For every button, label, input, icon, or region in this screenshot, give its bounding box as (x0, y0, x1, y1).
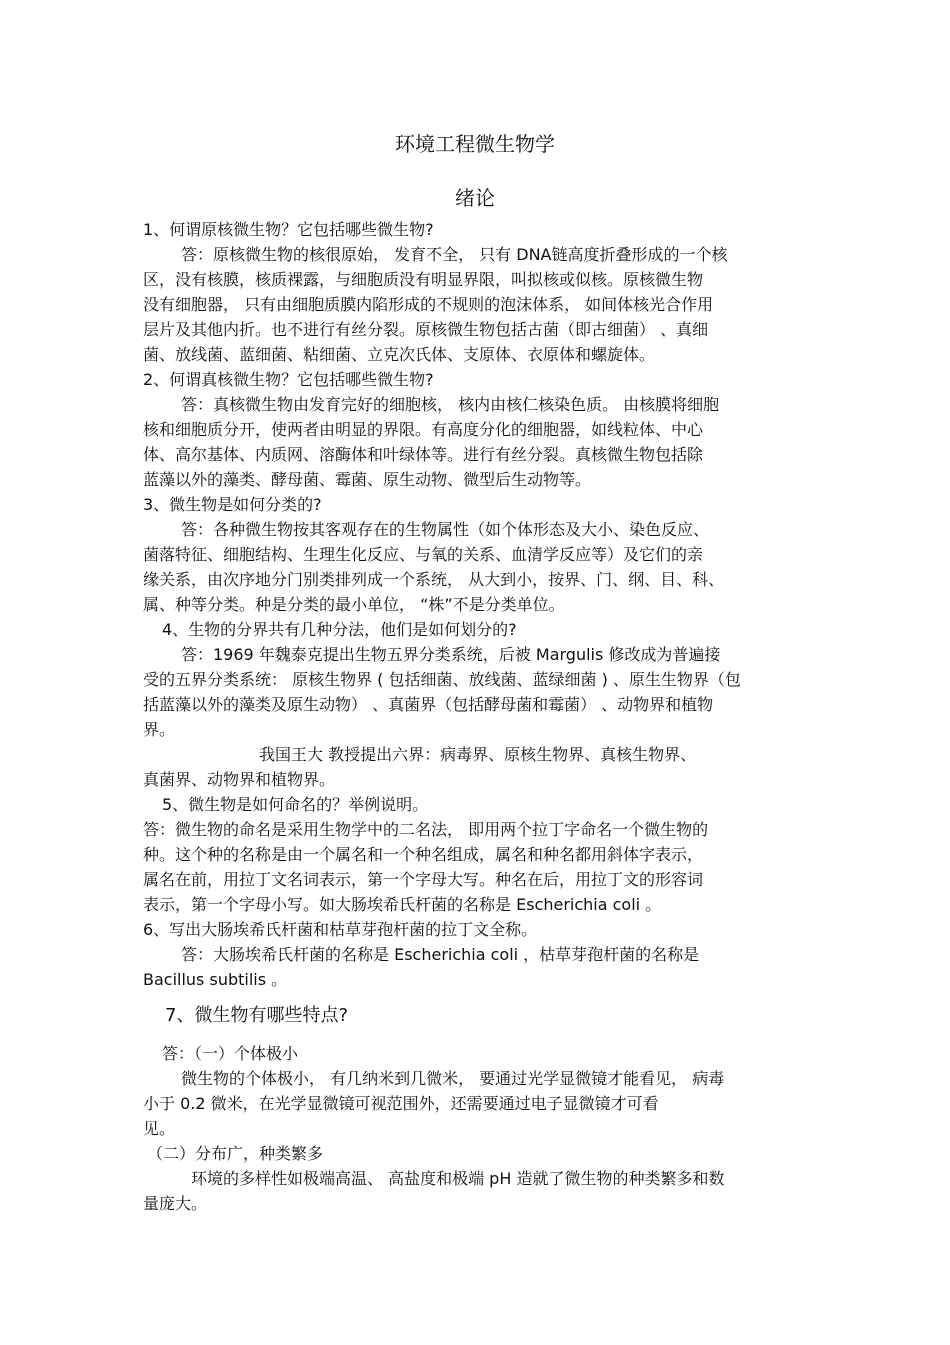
answer-line: 我国王大 教授提出六界：病毒界、原核生物界、真核生物界、 (259, 745, 697, 764)
answer-line: （二）分布广，种类繁多 (147, 1144, 324, 1163)
question-3: 3、微生物是如何分类的? (143, 495, 322, 514)
answer-line: 缘关系，由次序地分门别类排列成一个系统， 从大到小，按界、门、纲、目、科、 (143, 570, 725, 589)
answer-line: 核和细胞质分开，使两者由明显的界限。有高度分化的细胞器，如线粒体、中心 (143, 420, 704, 439)
answer-line: 表示，第一个字母小写。如大肠埃希氏杆菌的名称是 Escherichia coli 。 (143, 895, 662, 914)
answer-line: 环境的多样性如极端高温、 高盐度和极端 pH 造就了微生物的种类繁多和数 (191, 1169, 725, 1188)
answer-line: 答：大肠埃希氏杆菌的名称是 Escherichia coli ，枯草芽孢杆菌的名称是 (181, 945, 700, 964)
answer-line: 菌落特征、细胞结构、生理生化反应、与氧的关系、血清学反应等）及它们的亲 (143, 545, 704, 564)
answer-line: 微生物的个体极小， 有几纳米到几微米， 要通过光学显微镜才能看见， 病毒 (181, 1069, 725, 1088)
answer-line: 小于 0.2 微米，在光学显微镜可视范围外，还需要通过电子显微镜才可看 (143, 1094, 659, 1113)
answer-line: 受的五界分类系统： 原核生物界 ( 包括细菌、放线菌、蓝绿细菌 ) 、原生生物界（包 (143, 670, 741, 689)
answer-line: 见。 (143, 1119, 176, 1138)
question-4: 4、生物的分界共有几种分法，他们是如何划分的? (162, 620, 517, 639)
answer-line: 答：各种微生物按其客观存在的生物属性（如个体形态及大小、染色反应、 (181, 520, 710, 539)
answer-line: 真菌界、动物界和植物界。 (143, 770, 336, 789)
question-1: 1、何谓原核微生物？它包括哪些微生物? (143, 220, 434, 239)
section-heading: 绪论 (455, 186, 495, 210)
answer-line: 菌、放线菌、蓝细菌、粘细菌、立克次氏体、支原体、衣原体和螺旋体。 (143, 345, 656, 364)
answer-line: 层片及其他内折。也不进行有丝分裂。原核微生物包括古菌（即古细菌） 、真细 (143, 320, 709, 339)
answer-line: 种。这个种的名称是由一个属名和一个种名组成，属名和种名都用斜体字表示， (143, 845, 704, 864)
question-6: 6、写出大肠埃希氏杆菌和枯草芽孢杆菌的拉丁文全称。 (143, 920, 538, 939)
answer-line: 没有细胞器， 只有由细胞质膜内陷形成的不规则的泡沫体系， 如间体核光合作用 (143, 295, 714, 314)
answer-line: Bacillus subtilis 。 (143, 970, 288, 989)
answer-line: 答：原核微生物的核很原始， 发育不全， 只有 DNA链高度折叠形成的一个核 (181, 245, 728, 264)
answer-line: 答：1969 年魏泰克提出生物五界分类系统，后被 Margulis 修改成为普遍接 (181, 645, 721, 664)
question-7: 7、微生物有哪些特点? (165, 1005, 349, 1026)
document-title: 环境工程微生物学 (395, 132, 555, 156)
answer-line: 答：微生物的命名是采用生物学中的二名法， 即用两个拉丁字命名一个微生物的 (143, 820, 709, 839)
answer-line: 量庞大。 (143, 1194, 208, 1213)
answer-line: 蓝藻以外的藻类、酵母菌、霉菌、原生动物、微型后生动物等。 (143, 470, 592, 489)
answer-line: 括蓝藻以外的藻类及原生动物） 、真菌界（包括酵母菌和霉菌） 、动物界和植物 (143, 695, 714, 714)
answer-line: 体、高尔基体、内质网、溶酶体和叶绿体等。进行有丝分裂。真核微生物包括除 (143, 445, 704, 464)
answer-line: 属名在前，用拉丁文名词表示，第一个字母大写。种名在后，用拉丁文的形容词 (143, 870, 704, 889)
answer-line: 答：真核微生物由发育完好的细胞核， 核内由核仁核染色质。 由核膜将细胞 (181, 395, 720, 414)
answer-line: 属、种等分类。种是分类的最小单位， “株”不是分类单位。 (143, 595, 565, 614)
answer-line: 答：（一）个体极小 (162, 1044, 299, 1063)
answer-line: 界。 (143, 720, 176, 739)
answer-line: 区，没有核膜，核质裸露，与细胞质没有明显界限，叫拟核或似核。原核微生物 (143, 270, 704, 289)
question-5: 5、微生物是如何命名的？举例说明。 (162, 795, 429, 814)
question-2: 2、何谓真核微生物？它包括哪些微生物? (143, 370, 434, 389)
